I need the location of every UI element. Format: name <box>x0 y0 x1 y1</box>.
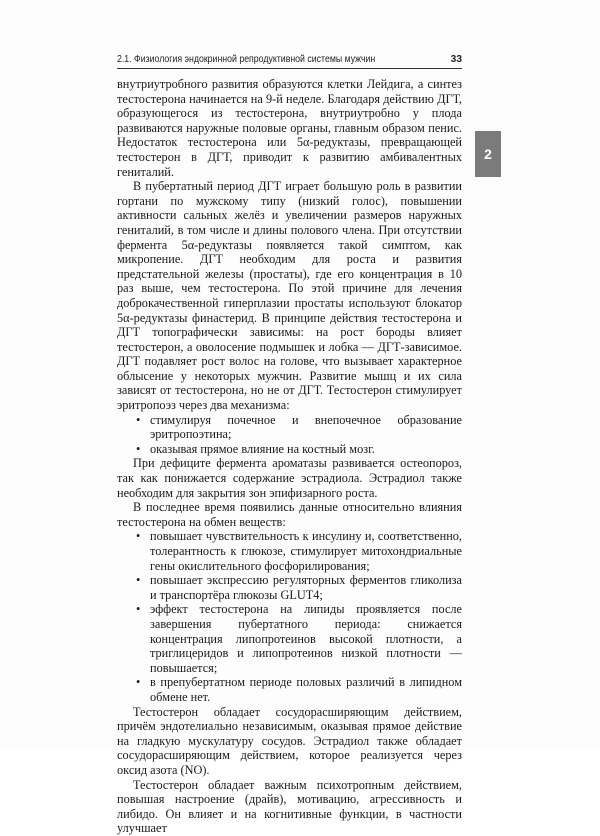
paragraph: В последнее время появились данные относительно влияния тестостерона на обмен веществ: <box>117 500 462 529</box>
paragraph: Тестостерон обладает сосудорасширяющим действием, причём эндотелиально независимым, оказывая прямое действие на гладкую мускулатуру сосудов. Эстрадиол также обладает сосудорасширяющим действием, которое реализуется через оксид азота (NO). <box>117 704 462 777</box>
bullet-list <box>117 413 462 457</box>
list-item: • стимулируя почечное и внепочечное образование эритропоэтина; <box>117 413 462 442</box>
list-item: • в препубертатном периоде половых различий в липидном обмене нет. <box>117 675 462 704</box>
header-title: 2.1. Физиология эндокринной репродуктивной системы мужчин <box>117 54 376 65</box>
list-item: • повышает чувствительность к инсулину и, соответственно, толерантность к глюкозе, стимулирует митохондриальные гены окислительного фосфорилирования; <box>117 529 462 573</box>
body-text <box>117 77 462 836</box>
chapter-tab <box>475 131 501 177</box>
list-item: • повышает экспрессию регуляторных ферментов гликолиза и транспортёра глюкозы GLUT4; <box>117 573 462 602</box>
paragraph: При дефиците фермента ароматазы развивается остеопороз, так как понижается содержание эстрадиола. Эстрадиол также необходим для закрытия зон эпифизарного роста. <box>117 456 462 500</box>
paragraph: В пубертатный период ДГТ играет большую роль в развитии гортани по мужскому типу (низкий голос), повышении активности сальных желёз и увеличении размеров наружных гениталий, в том числе и длины полового члена. При отсутствии фермента 5α-редуктазы появляется такой симптом, как микропение. ДГТ необходим для роста и развития предстательной железы (простаты), где его концентрация в 10 раз выше, чем тестостерона. По этой причине для лечения доброкачественной гиперплазии простаты используют блокатор 5α-редуктазы финастерид. В принципе действия тестостерона и ДГТ топографически зависимы: на рост бороды влияет тестостерон, а оволосение подмышек и лобка — ДГТ-зависимое. ДГТ подавляет рост волос на голове, что вызывает характерное облысение у некоторых мужчин. Развитие мышц и их сила зависят от тестостерона, но не от ДГТ. Тестостерон стимулирует эритропоэз через два механизма: <box>117 179 462 413</box>
bullet-list <box>117 529 462 704</box>
header-rule <box>117 68 462 69</box>
list-item: • оказывая прямое влияние на костный мозг. <box>117 442 462 457</box>
paragraph: Тестостерон обладает важным психотропным действием, повышая настроение (драйв), мотивацию, агрессивность и либидо. Он влияет и на когнитивные функции, в частности улучшает <box>117 777 462 836</box>
paragraph: внутриутробного развития образуются клетки Лейдига, а синтез тестостерона начинается на 9-й неделе. Благодаря действию ДГТ, образующегося из тестостерона, внутриутробно у плода развиваются наружные половые органы, главным образом пенис. Недостаток тестостерона или 5α-редуктазы, превращающей тестостерон в ДГТ, приводит к развитию амбивалентных гениталий. <box>117 77 462 179</box>
running-header <box>117 54 462 68</box>
list-item: • эффект тестостерона на липиды проявляется после завершения пубертатного периода: снижается концентрация липопротеинов высокой плотности, а триглицеридов и липопротеинов низкой плотности — повышается; <box>117 602 462 675</box>
page-number: 33 <box>450 54 462 65</box>
chapter-number: 2 <box>484 146 492 162</box>
